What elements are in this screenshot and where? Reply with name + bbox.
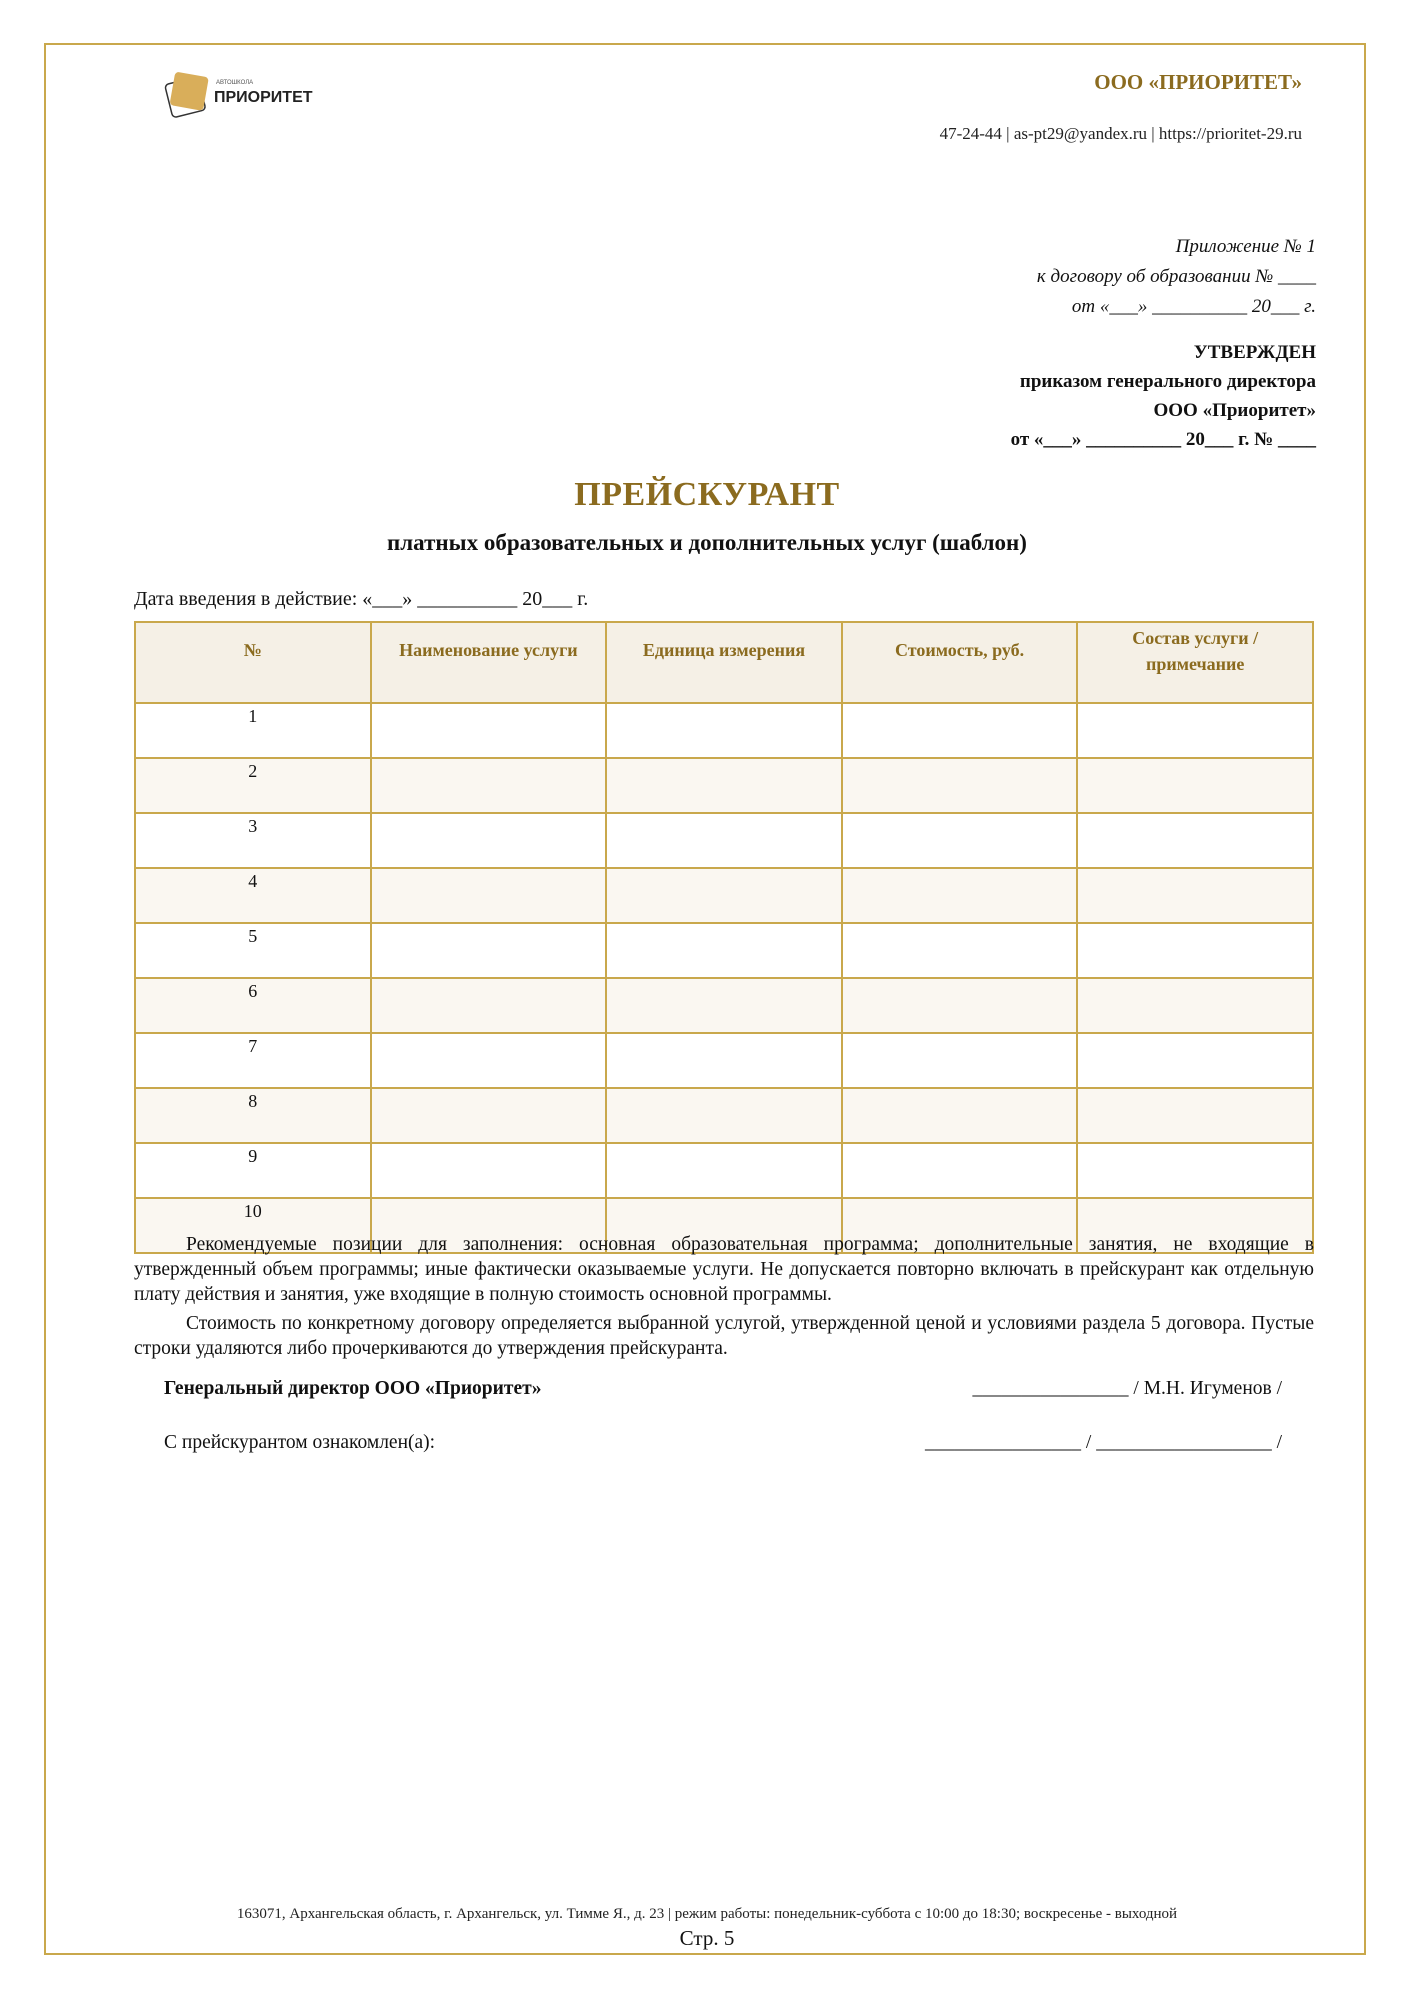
table-row — [135, 813, 1313, 868]
effective-date: Дата введения в действие: «___» __________ 20___ г. — [134, 588, 589, 610]
cell-number: 9 — [135, 1143, 371, 1198]
col-header-unit: Единица измерения — [606, 622, 842, 703]
appendix-line-2: к договору об образовании № ____ — [1036, 266, 1316, 287]
table-header-row — [135, 622, 1313, 703]
approval-line-1: УТВЕРЖДЕН — [1193, 342, 1316, 363]
cell-number: 3 — [135, 813, 371, 868]
table-row — [135, 703, 1313, 758]
cell-price — [842, 923, 1078, 978]
cell-price — [842, 868, 1078, 923]
logo-text: ПРИОРИТЕТ — [214, 89, 313, 106]
cell-notes — [1077, 1088, 1313, 1143]
cell-number: 4 — [135, 868, 371, 923]
cell-price — [842, 1143, 1078, 1198]
cell-notes — [1077, 758, 1313, 813]
table-row — [135, 1033, 1313, 1088]
cell-service-name — [371, 758, 607, 813]
col-header-service-name: Наименование услуги — [371, 622, 607, 703]
acknowledgement-label: С прейскурантом ознакомлен(а): — [164, 1432, 436, 1453]
cell-service-name — [371, 1033, 607, 1088]
cell-service-name — [371, 813, 607, 868]
cell-notes — [1077, 703, 1313, 758]
appendix-line-1: Приложение № 1 — [1175, 236, 1316, 257]
director-signature-line: ________________ / М.Н. Игуменов / — [972, 1378, 1282, 1399]
cell-unit — [606, 923, 842, 978]
cell-unit — [606, 758, 842, 813]
acknowledgement-signature-line: ________________ / __________________ / — [925, 1432, 1282, 1453]
cell-unit — [606, 703, 842, 758]
cell-notes — [1077, 978, 1313, 1033]
cell-service-name — [371, 703, 607, 758]
cell-price — [842, 813, 1078, 868]
logo-small-text: АВТОШКОЛА — [216, 80, 254, 86]
cell-number: 7 — [135, 1033, 371, 1088]
cell-unit — [606, 1033, 842, 1088]
cell-unit — [606, 978, 842, 1033]
company-name: ООО «ПРИОРИТЕТ» — [1094, 70, 1302, 94]
price-table — [134, 621, 1314, 1254]
cell-unit — [606, 1143, 842, 1198]
cell-unit — [606, 868, 842, 923]
cell-notes — [1077, 923, 1313, 978]
table-row — [135, 758, 1313, 813]
company-contacts: 47-24-44 | as-pt29@yandex.ru | https://prioritet-29.ru — [939, 124, 1302, 143]
cell-price — [842, 758, 1078, 813]
approval-line-3: ООО «Приоритет» — [1153, 400, 1316, 421]
cell-price — [842, 703, 1078, 758]
cell-unit — [606, 1088, 842, 1143]
col-header-number: № — [135, 622, 371, 703]
approval-block — [1011, 338, 1316, 454]
director-signature-label: Генеральный директор ООО «Приоритет» — [164, 1378, 542, 1399]
page-number: Стр. 5 — [679, 1926, 735, 1950]
col-header-notes: Состав услуги / примечание — [1077, 622, 1313, 703]
cell-service-name — [371, 923, 607, 978]
cell-number: 1 — [135, 703, 371, 758]
cell-number: 8 — [135, 1088, 371, 1143]
cost-paragraph: Стоимость по конкретному договору определяется выбранной услугой, утвержденной ценой и условиями раздела 5 договора. Пустые строки удаляются либо прочеркиваются до утверждения прейскуранта. — [134, 1313, 1314, 1359]
footer-address: 163071, Архангельская область, г. Архангельск, ул. Тимме Я., д. 23 | режим работы: понедельник-суббота с 10:00 до 18:30; воскресенье - выходной — [236, 1906, 1178, 1922]
cell-service-name — [371, 978, 607, 1033]
document-title: ПРЕЙСКУРАНТ — [574, 476, 840, 513]
approval-line-4: от «___» __________ 20___ г. № ____ — [1010, 429, 1316, 450]
recommendation-paragraph: Рекомендуемые позиции для заполнения: основная образовательная программа; дополнительные занятия, не входящие в утвержденный объем программы; иные фактически оказываемые услуги. Не допускается повторно включать в прейскурант как отдельную плату действия и занятия, уже входящие в полную стоимость основной программы. — [134, 1234, 1314, 1305]
table-row — [135, 1088, 1313, 1143]
cell-notes — [1077, 813, 1313, 868]
document-subtitle: платных образовательных и дополнительных услуг (шаблон) — [387, 530, 1027, 555]
cell-service-name — [371, 868, 607, 923]
table-row — [135, 1143, 1313, 1198]
cell-notes — [1077, 1033, 1313, 1088]
appendix-block — [1037, 232, 1316, 322]
table-row — [135, 923, 1313, 978]
approval-line-2: приказом генерального директора — [1019, 371, 1316, 392]
cell-number: 2 — [135, 758, 371, 813]
cell-number: 6 — [135, 978, 371, 1033]
cell-price — [842, 978, 1078, 1033]
table-row — [135, 978, 1313, 1033]
cell-service-name — [371, 1143, 607, 1198]
appendix-line-3: от «___» __________ 20___ г. — [1071, 296, 1316, 317]
company-logo — [160, 68, 313, 124]
table-row — [135, 868, 1313, 923]
cell-service-name — [371, 1088, 607, 1143]
cell-notes — [1077, 868, 1313, 923]
col-header-price: Стоимость, руб. — [842, 622, 1078, 703]
cell-price — [842, 1088, 1078, 1143]
cell-notes — [1077, 1143, 1313, 1198]
cell-number: 10 — [135, 1198, 371, 1253]
cell-price — [842, 1033, 1078, 1088]
cell-number: 5 — [135, 923, 371, 978]
cell-unit — [606, 813, 842, 868]
